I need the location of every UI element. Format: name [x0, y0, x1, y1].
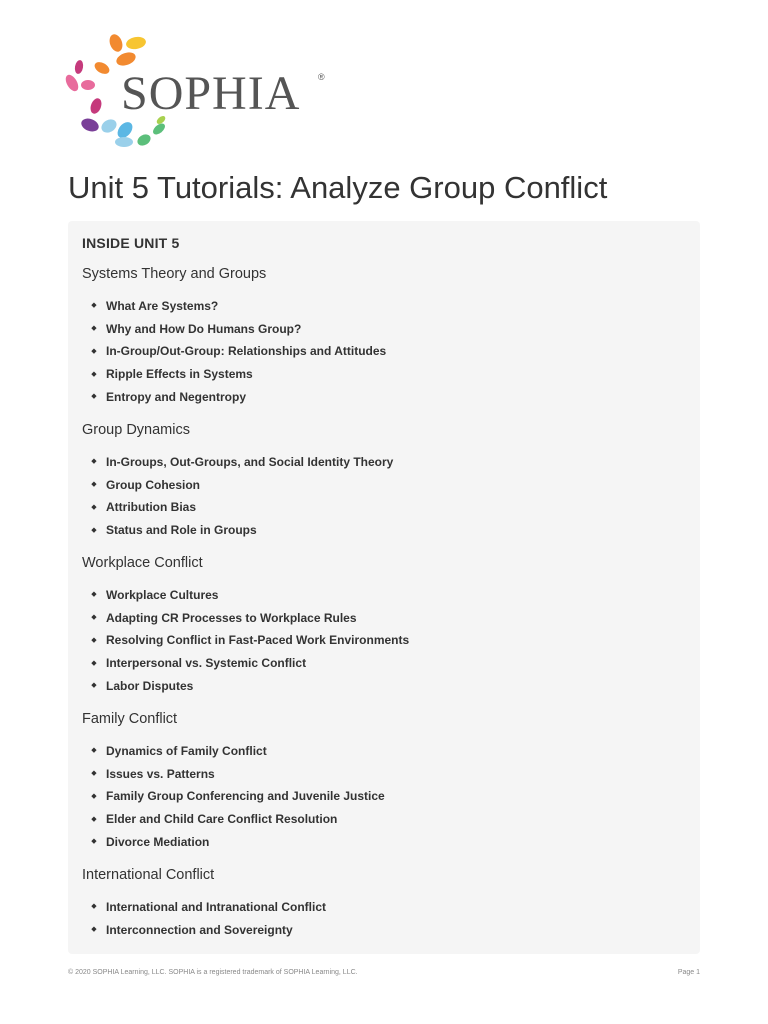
section-list: [82, 896, 326, 941]
list-item: ◆ What Are Systems?: [82, 295, 386, 318]
page-number: Page 1: [677, 969, 700, 976]
bullet-icon: ◆: [91, 458, 97, 466]
bullet-icon: ◆: [91, 682, 97, 690]
list-item: ◆ Workplace Cultures: [82, 584, 409, 607]
section-list: [82, 584, 409, 697]
bullet-icon: ◆: [91, 747, 97, 755]
petal: [125, 35, 147, 50]
list-item: ◆ Attribution Bias: [82, 496, 393, 519]
petal: [135, 132, 152, 148]
bullet-icon: ◆: [91, 614, 97, 622]
list-item: ◆ International and Intranational Conflict: [82, 896, 326, 919]
panel-heading: INSIDE UNIT 5: [82, 235, 180, 251]
section-title: International Conflict: [82, 867, 215, 883]
unit-contents-panel: [68, 221, 700, 954]
list-item: ◆ Why and How Do Humans Group?: [82, 318, 386, 341]
list-item: ◆ In-Groups, Out-Groups, and Social Identity Theory: [82, 451, 393, 474]
bullet-icon: ◆: [91, 926, 97, 934]
list-item: ◆ Issues vs. Patterns: [82, 763, 385, 786]
sophia-logo: [64, 30, 354, 150]
bullet-icon: ◆: [91, 481, 97, 489]
petal: [81, 80, 95, 90]
petal: [93, 60, 112, 77]
bullet-icon: ◆: [91, 370, 97, 378]
bullet-icon: ◆: [91, 903, 97, 911]
petal: [64, 73, 81, 94]
bullet-icon: ◆: [91, 659, 97, 667]
section-title: Family Conflict: [82, 711, 178, 727]
list-item: ◆ Family Group Conferencing and Juvenile Justice: [82, 785, 385, 808]
section-title: Systems Theory and Groups: [82, 266, 267, 282]
bullet-icon: ◆: [91, 815, 97, 823]
petal: [115, 137, 133, 147]
bullet-icon: ◆: [91, 636, 97, 644]
bullet-icon: ◆: [91, 526, 97, 534]
bullet-icon: ◆: [91, 393, 97, 401]
bullet-icon: ◆: [91, 838, 97, 846]
bullet-icon: ◆: [91, 347, 97, 355]
bullet-icon: ◆: [91, 770, 97, 778]
section-title: Workplace Conflict: [82, 555, 203, 571]
list-item: ◆ Group Cohesion: [82, 474, 393, 497]
list-item: ◆ Labor Disputes: [82, 675, 409, 698]
section-list: [82, 295, 386, 408]
registered-mark: ®: [318, 72, 325, 82]
list-item: ◆ Adapting CR Processes to Workplace Rules: [82, 607, 409, 630]
petal: [115, 50, 138, 68]
section-list: [82, 451, 393, 542]
page-title: Unit 5 Tutorials: Analyze Group Conflict: [68, 170, 608, 205]
logo-wordmark: SOPHIA: [121, 67, 301, 120]
petal: [107, 32, 124, 53]
bullet-icon: ◆: [91, 302, 97, 310]
list-item: ◆ In-Group/Out-Group: Relationships and Attitudes: [82, 340, 386, 363]
bullet-icon: ◆: [91, 591, 97, 599]
bullet-icon: ◆: [91, 792, 97, 800]
petal: [99, 117, 119, 135]
bullet-icon: ◆: [91, 503, 97, 511]
petal: [74, 59, 84, 74]
copyright-notice: © 2020 SOPHIA Learning, LLC. SOPHIA is a registered trademark of SOPHIA Learning, LLC.: [68, 969, 358, 976]
list-item: ◆ Interpersonal vs. Systemic Conflict: [82, 652, 409, 675]
section-title: Group Dynamics: [82, 422, 190, 438]
section-list: [82, 740, 385, 853]
petal: [79, 116, 100, 133]
list-item: ◆ Elder and Child Care Conflict Resolution: [82, 808, 385, 831]
list-item: ◆ Divorce Mediation: [82, 831, 385, 854]
bullet-icon: ◆: [91, 325, 97, 333]
list-item: ◆ Resolving Conflict in Fast-Paced Work Environments: [82, 629, 409, 652]
list-item: ◆ Status and Role in Groups: [82, 519, 393, 542]
list-item: ◆ Ripple Effects in Systems: [82, 363, 386, 386]
petal: [89, 97, 104, 115]
list-item: ◆ Entropy and Negentropy: [82, 386, 386, 409]
list-item: ◆ Dynamics of Family Conflict: [82, 740, 385, 763]
list-item: ◆ Interconnection and Sovereignty: [82, 919, 326, 942]
